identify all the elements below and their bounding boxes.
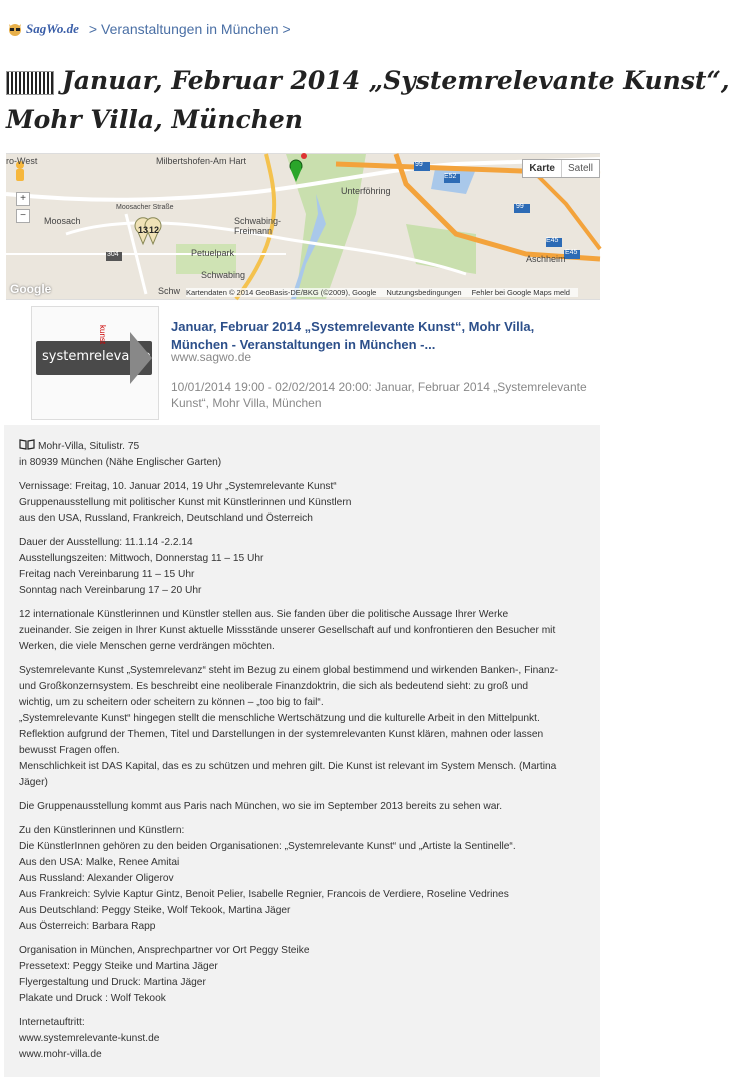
website-link-mohr-villa[interactable]: www.mohr-villa.de	[19, 1049, 102, 1060]
text-line: Gruppenausstellung mit politischer Kunst mit Künstlerinnen und Künstlern	[19, 497, 352, 508]
map-marker-label[interactable]: 13	[138, 225, 149, 235]
zoom-control	[16, 192, 30, 226]
text-line: Organisation in München, Ansprechpartner vor Ort Peggy Steike	[19, 945, 310, 956]
text-line: und Großkonzernsystem. Es beschreibt eine neoliberale Finanzdoktrin, die sich als bedeutend sieht: zu groß und	[19, 681, 529, 692]
breadcrumb-separator: >	[88, 21, 98, 37]
card-thumbnail-vertical-text: kunst	[98, 325, 107, 345]
logo-text: SagWo.de	[26, 21, 79, 36]
text-line: Freitag nach Vereinbarung 11 – 15 Uhr	[19, 569, 195, 580]
text-line: Die KünstlerInnen gehören zu den beiden Organisationen: „Systemrelevante Kunst“ und „Artiste la Sentinelle“.	[19, 841, 516, 852]
text-line: Internetauftritt:	[19, 1017, 85, 1028]
website-link-systemrelevante[interactable]: www.systemrelevante-kunst.de	[19, 1033, 160, 1044]
text-line: Die Gruppenausstellung kommt aus Paris nach München, wo sie im September 2013 bereits zu sehen war.	[19, 801, 503, 812]
map-label-schwabing-freimann: Schwabing-Freimann	[234, 216, 282, 236]
breadcrumb	[6, 18, 295, 40]
organisation-block	[19, 943, 594, 1007]
text-line: Pressetext: Peggy Steike und Martina Jäger	[19, 961, 218, 972]
map-marker-label[interactable]: 12	[149, 225, 160, 235]
map-shield: 304	[107, 251, 119, 258]
map-label-moosacher-strasse: Moosacher Straße	[116, 204, 174, 211]
text-line: Flyergestaltung und Druck: Martina Jäger	[19, 977, 206, 988]
text-line: Aus Russland: Alexander Oligerov	[19, 873, 174, 884]
text-line: Jäger)	[19, 777, 48, 788]
vernissage-block	[19, 479, 594, 527]
address-block	[19, 439, 594, 471]
text-line: Systemrelevante Kunst „Systemrelevanz“ steht im Bezug zu einem global bestimmend und wirkenden Banken-, Finanz-	[19, 665, 559, 676]
text-line: wichtig, um zu scheitern oder scheitern zu können – „too big to fail“.	[19, 697, 324, 708]
page-title-line1: Januar, Februar 2014 „Systemrelevante Kunst“,	[62, 66, 730, 95]
concept-block	[19, 663, 594, 791]
text-line: Menschlichkeit ist DAS Kapital, das es zu schützen und mehren gilt. Die Kunst ist relevant im System Mensch. (Martina	[19, 761, 557, 772]
map-label-westkreuz: ro-West	[6, 156, 38, 166]
map[interactable]	[6, 153, 600, 300]
address-line1: Mohr-Villa, Situlistr. 75	[38, 441, 140, 452]
text-line: Aus Österreich: Barbara Rapp	[19, 921, 156, 932]
page-title-line2: Mohr Villa, München	[6, 105, 303, 134]
map-label-schwabing: Schwabing	[201, 270, 246, 280]
map-shield: E45	[546, 237, 559, 244]
web-block	[19, 1015, 594, 1063]
text-line: Reflektion aufgrund der Themen, Titel und Darstellungen in der systemrelevanten Kunst klären, mahnen oder lassen	[19, 729, 544, 740]
text-line: Vernissage: Freitag, 10. Januar 2014, 19 Uhr „Systemrelevante Kunst“	[19, 481, 337, 492]
text-line: Ausstellungszeiten: Mittwoch, Donnerstag 11 – 15 Uhr	[19, 553, 264, 564]
breadcrumb-separator-trailing: >	[282, 21, 291, 37]
map-label-schw: Schw	[158, 286, 181, 296]
card-thumbnail[interactable]	[31, 306, 159, 420]
map-shield: E52	[444, 173, 457, 180]
text-line: Plakate und Druck : Wolf Tekook	[19, 993, 166, 1004]
zoom-in-button[interactable]: +	[16, 192, 30, 206]
map-type-switch	[522, 159, 600, 178]
map-attribution: Kartendaten © 2014 GeoBasis-DE/BKG (©2009), Google	[186, 288, 377, 297]
map-type-satellit[interactable]: Satell	[567, 163, 593, 174]
logo-mascot-icon	[6, 21, 24, 37]
card-domain: www.sagwo.de	[171, 350, 252, 364]
card-thumbnail-text: systemrelevante	[42, 349, 151, 364]
paris-block	[19, 799, 594, 815]
map-shield: 99	[415, 161, 423, 168]
zoom-out-button[interactable]: −	[16, 209, 30, 223]
map-label-moosach: Moosach	[44, 216, 81, 226]
text-line: zueinander. Sie zeigen in Ihrer Kunst aktuelle Missstände unserer Gesellschaft auf und konfrontieren den Besucher mit	[19, 625, 556, 636]
page-title	[6, 60, 730, 102]
arrow-icon	[130, 332, 152, 384]
text-line: Zu den Künstlerinnen und Künstlern:	[19, 825, 185, 836]
text-line: „Systemrelevante Kunst“ hingegen stellt die menschliche Wertschätzung und die kulturelle Arbeit in den Mittelpunkt.	[19, 713, 540, 724]
text-line: 12 internationale Künstlerinnen und Künstler stellen aus. Sie fanden über die politische Aussage Ihrer Werke	[19, 609, 509, 620]
site-logo[interactable]	[6, 21, 79, 37]
artists-block	[19, 823, 594, 935]
map-terms-link[interactable]: Nutzungsbedingungen	[386, 288, 462, 297]
map-label-milbertshofen: Milbertshofen-Am Hart	[156, 156, 247, 166]
map-shield: E45	[565, 249, 578, 256]
text-line: Werken, die viele Menschen gerne verdrängen möchten.	[19, 641, 275, 652]
map-report-link[interactable]: Fehler bei Google Maps meld	[471, 288, 570, 297]
card-description: 10/01/2014 19:00 - 02/02/2014 20:00: Januar, Februar 2014 „Systemrelevante Kunst“, Mohr Villa, München	[171, 380, 587, 410]
text-line: Aus Frankreich: Sylvie Kaptur Gintz, Benoit Pelier, Isabelle Regnier, Francois de Verdiere, Roseline Vedrines	[19, 889, 509, 900]
text-line: Sonntag nach Vereinbarung 17 – 20 Uhr	[19, 585, 202, 596]
text-line: bewusst Fragen offen.	[19, 745, 120, 756]
map-label-petuelpark: Petuelpark	[191, 248, 235, 258]
title-thumbnail	[6, 71, 54, 95]
map-label-aschheim: Aschheim	[526, 254, 566, 264]
breadcrumb-item-veranstaltungen[interactable]: Veranstaltungen in München	[101, 21, 279, 37]
card-title[interactable]: Januar, Februar 2014 „Systemrelevante Kunst“, Mohr Villa, München - Veranstaltungen in München -...	[171, 319, 535, 352]
text-line: aus den USA, Russland, Frankreich, Deutschland und Österreich	[19, 513, 313, 524]
book-icon	[19, 439, 35, 450]
dates-block	[19, 535, 594, 599]
map-shield: 99	[516, 203, 524, 210]
text-line: Aus den USA: Malke, Renee Amitai	[19, 857, 180, 868]
intro-block	[19, 607, 594, 655]
map-type-karte[interactable]: Karte	[523, 160, 562, 177]
map-footer	[186, 288, 578, 297]
text-line: Dauer der Ausstellung: 11.1.14 -2.2.14	[19, 537, 193, 548]
google-logo: Google	[10, 282, 52, 296]
article-body	[4, 425, 600, 1077]
link-preview-card[interactable]	[6, 300, 600, 426]
map-label-unterfohring: Unterföhring	[341, 186, 391, 196]
text-line: Aus Deutschland: Peggy Steike, Wolf Tekook, Martina Jäger	[19, 905, 291, 916]
address-line2: in 80939 München (Nähe Englischer Garten)	[19, 457, 222, 468]
